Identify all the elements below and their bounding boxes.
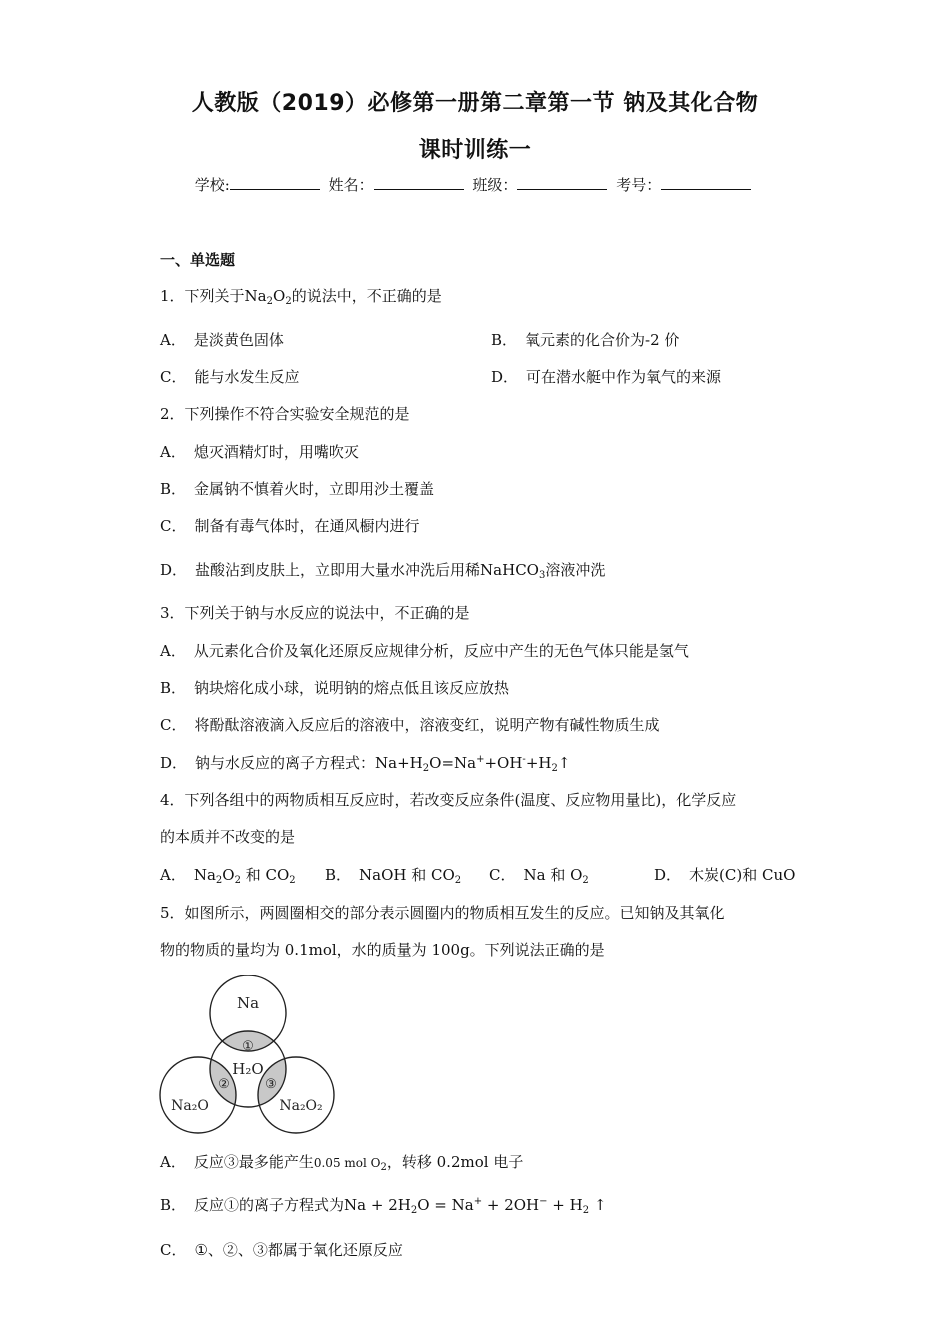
q4-option-d[interactable]: D． 木炭(C)和 CuO <box>654 866 796 884</box>
q3-option-b[interactable]: B． 钠块熔化成小球，说明钠的熔点低且该反应放热 <box>160 679 510 697</box>
q2-option-d[interactable]: D． 盐酸沾到皮肤上，立即用大量水冲洗后用稀NaHCO$_3$溶液冲洗 <box>160 561 606 581</box>
q5-option-b[interactable]: B． 反应①的离子方程式为$Na + 2H_2O = Na^+ + 2OH^- + H_2$ ↑ <box>160 1196 607 1216</box>
school-label: 学校: <box>194 176 230 194</box>
page-subtitle: 课时训练一 <box>418 138 532 163</box>
q2-option-a[interactable]: A． 熄灭酒精灯时，用嘴吹灭 <box>160 443 359 461</box>
name-blank[interactable] <box>374 175 464 190</box>
q4-stem-line2: 的本质并不改变的是 <box>160 828 296 846</box>
q4-option-c[interactable]: C． Na 和 $O_2$ <box>489 866 589 886</box>
q5-stem-line2: 物的物质的量均为 0.1mol，水的质量为 100g。下列说法正确的是 <box>160 941 605 959</box>
name-label: 姓名： <box>328 176 374 194</box>
q5-stem-line1: 5．如图所示，两圆圈相交的部分表示圆圈内的物质相互发生的反应。已知钠及其氧化 <box>160 904 725 922</box>
class-blank[interactable] <box>517 175 607 190</box>
q3-option-c[interactable]: C． 将酚酞溶液滴入反应后的溶液中，溶液变红，说明产物有碱性物质生成 <box>160 716 660 734</box>
h2o-label: H₂O <box>232 1060 264 1078</box>
q1-stem: 1．下列关于$Na_2O_2$的说法中，不正确的是 <box>160 287 442 307</box>
exam-number-label: 考号： <box>616 176 662 194</box>
q3-option-a[interactable]: A． 从元素化合价及氧化还原反应规律分析，反应中产生的无色气体只能是氢气 <box>160 642 689 660</box>
class-label: 班级： <box>472 176 518 194</box>
q4-option-a[interactable]: A． $Na_2O_2$ 和 $CO_2$ <box>160 866 296 886</box>
venn-diagram <box>158 975 338 1140</box>
q1-option-b[interactable]: B． 氧元素的化合价为-2 价 <box>491 331 680 349</box>
marker-1: ① <box>242 1039 254 1054</box>
exam-number-blank[interactable] <box>661 175 751 190</box>
q2-stem: 2．下列操作不符合实验安全规范的是 <box>160 405 410 423</box>
q4-stem-line1: 4．下列各组中的两物质相互反应时，若改变反应条件(温度、反应物用量比)，化学反应 <box>160 791 737 809</box>
school-blank[interactable] <box>230 175 320 190</box>
na2o2-label: Na₂O₂ <box>279 1098 323 1114</box>
q4-option-b[interactable]: B． NaOH 和 $CO_2$ <box>325 866 462 886</box>
section-title: 一、单选题 <box>160 251 236 269</box>
student-info <box>0 174 950 195</box>
marker-3: ③ <box>265 1077 277 1092</box>
q1-option-c[interactable]: C． 能与水发生反应 <box>160 368 300 386</box>
q5-option-c[interactable]: C． ①、②、③都属于氧化还原反应 <box>160 1241 403 1259</box>
q2-option-c[interactable]: C． 制备有毒气体时，在通风橱内进行 <box>160 517 420 535</box>
q2-option-b[interactable]: B． 金属钠不慎着火时，立即用沙土覆盖 <box>160 480 435 498</box>
q1-option-a[interactable]: A． 是淡黄色固体 <box>160 331 284 349</box>
q3-stem: 3．下列关于钠与水反应的说法中，不正确的是 <box>160 604 470 622</box>
q3-option-d[interactable]: D． 钠与水反应的离子方程式：$Na+H_2O=Na^++OH^-+H_2↑$ <box>160 754 571 774</box>
q1-option-d[interactable]: D． 可在潜水艇中作为氧气的来源 <box>491 368 722 386</box>
q5-option-a[interactable]: A． 反应③最多能产生0.05 mol $O_2$，转移 0.2mol 电子 <box>160 1153 524 1173</box>
marker-2: ② <box>218 1077 230 1092</box>
na-label: Na <box>236 994 260 1012</box>
na2o-label: Na₂O <box>171 1098 209 1114</box>
page-title: 人教版（2019）必修第一册第二章第一节 钠及其化合物 <box>191 91 759 116</box>
